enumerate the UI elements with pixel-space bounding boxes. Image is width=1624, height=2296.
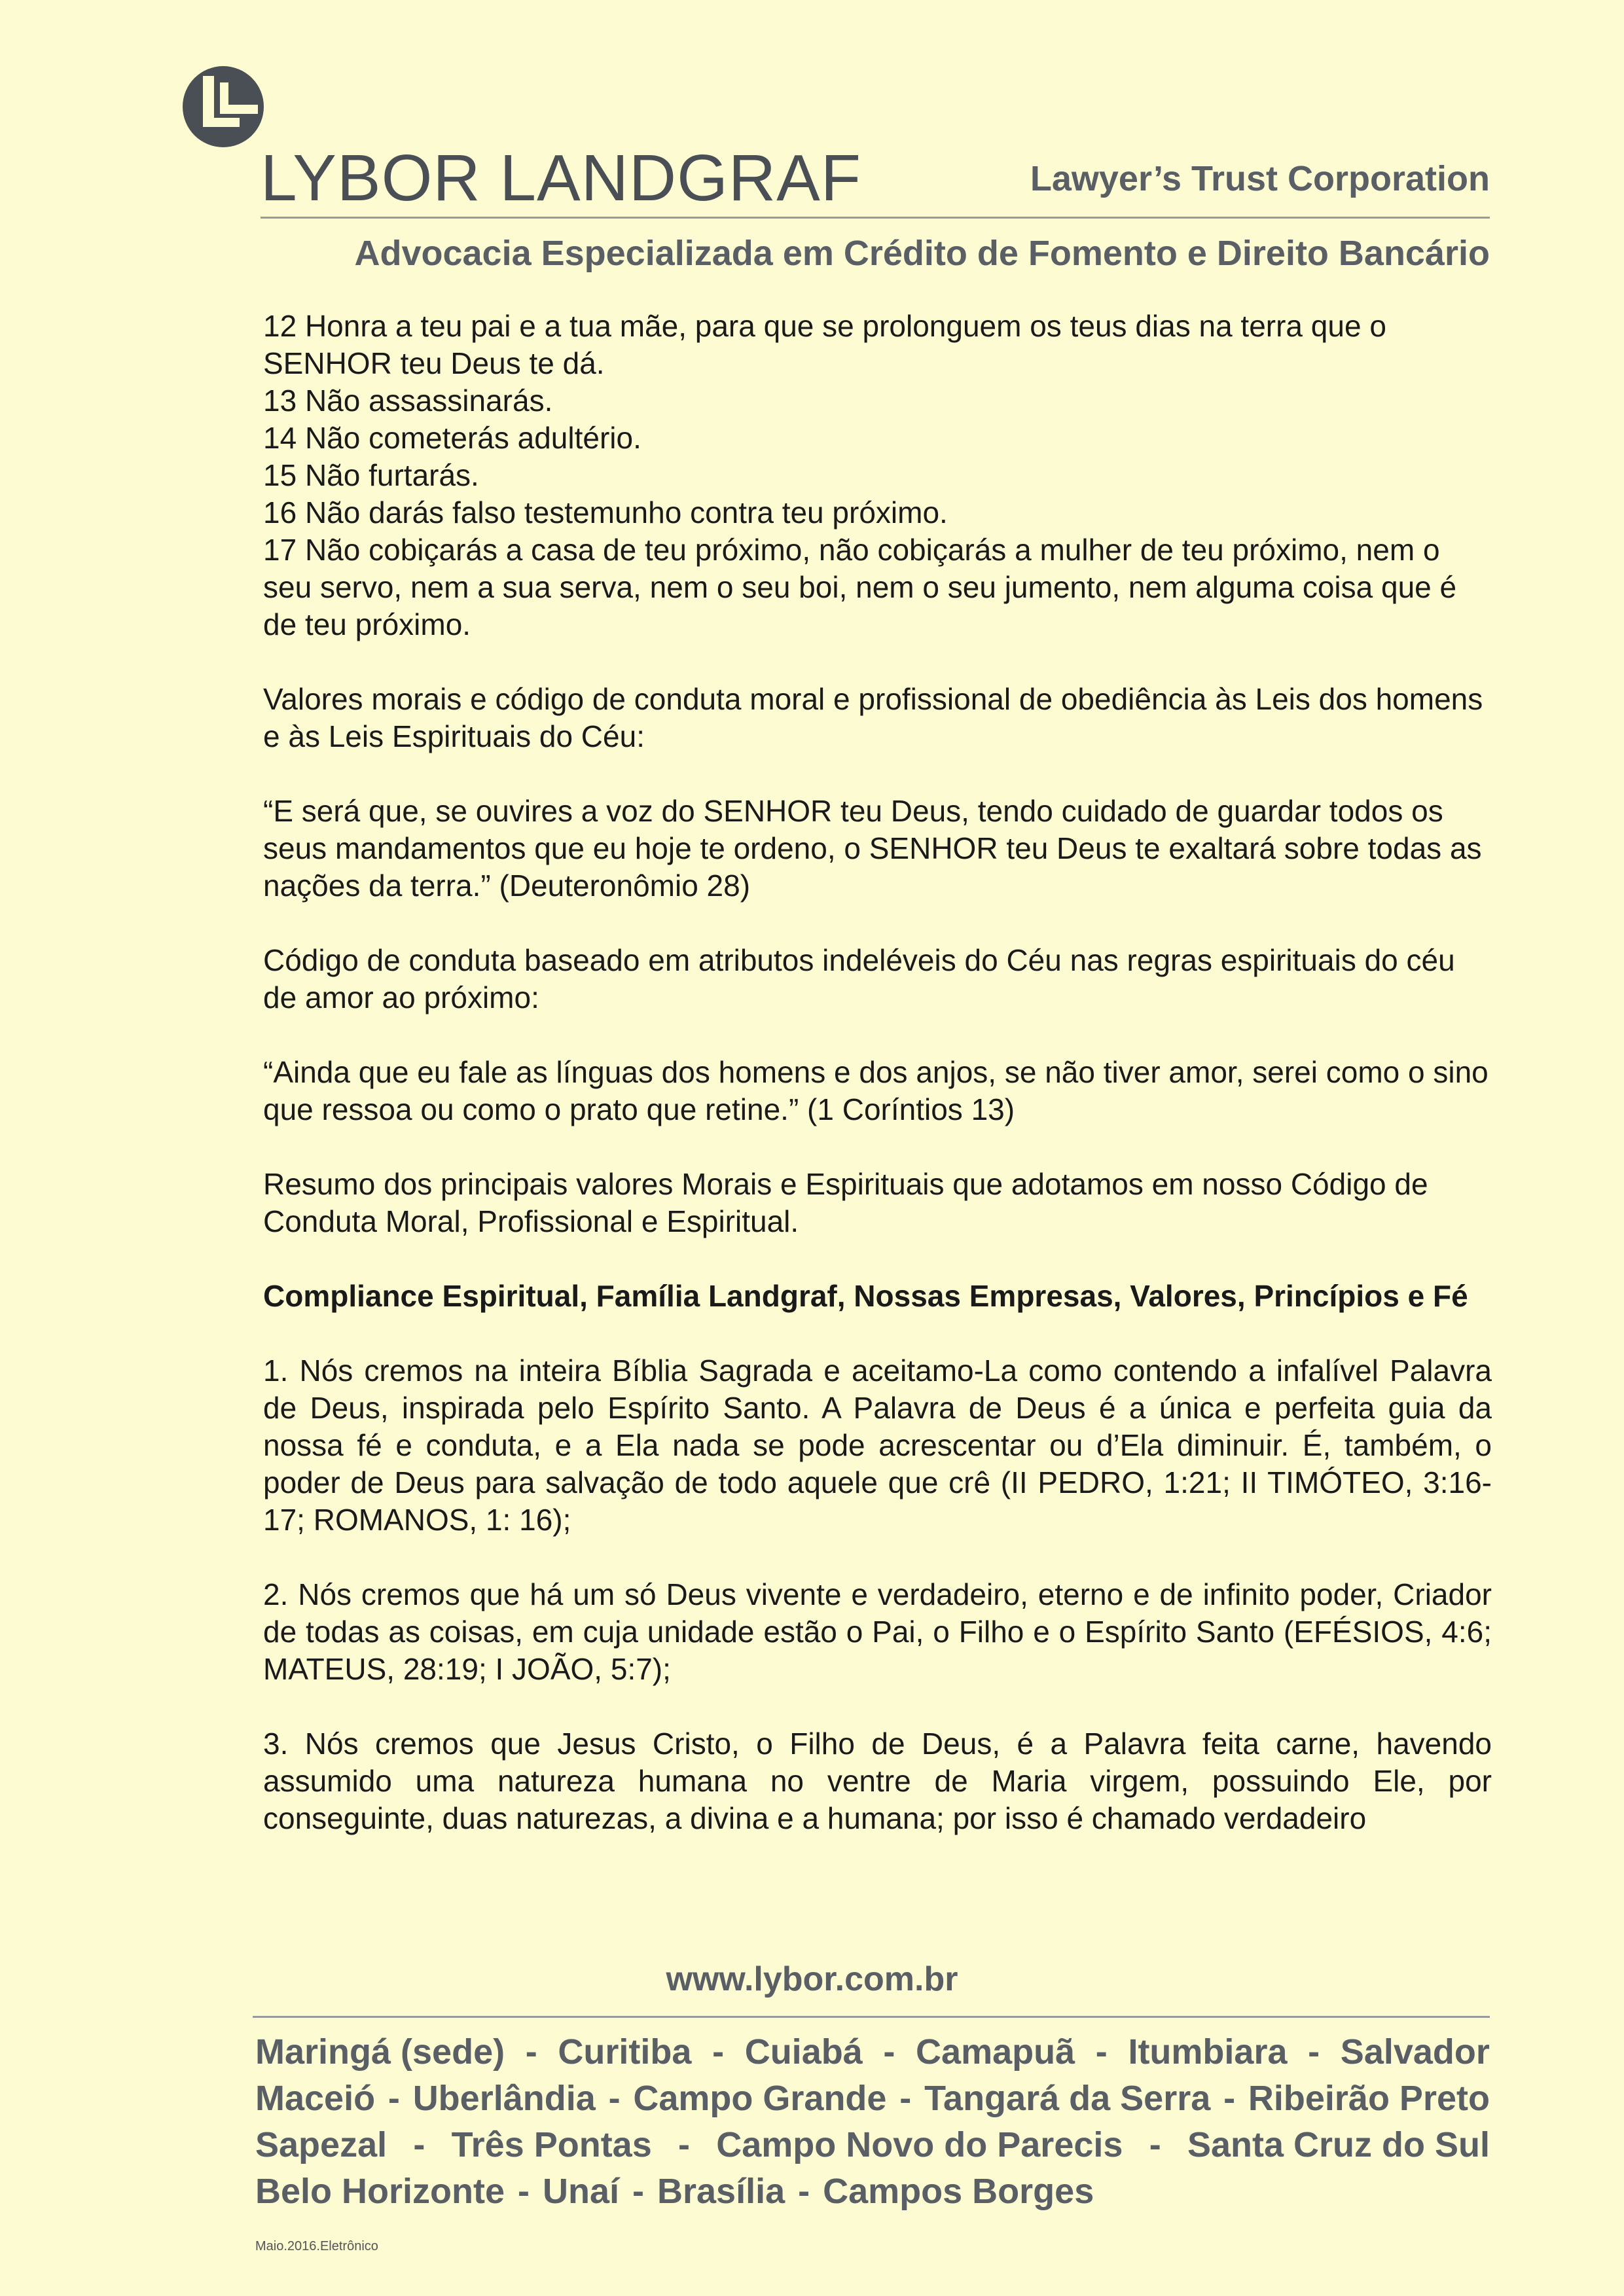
city: Ribeirão Preto — [1248, 2079, 1490, 2118]
separator: - — [798, 2172, 810, 2211]
separator: - — [413, 2125, 425, 2164]
separator: - — [388, 2079, 400, 2118]
code-intro: Código de conduta baseado em atributos indeléveis do Céu nas regras espirituais do céu de amor ao próximo: — [263, 943, 1455, 1014]
separator: - — [1149, 2125, 1161, 2164]
commandment: 15 Não furtarás. — [263, 458, 479, 492]
website-url: www.lybor.com.br — [666, 1960, 958, 1998]
city-line — [255, 2168, 1490, 2215]
corporation-name: Lawyer’s Trust Corporation — [1030, 159, 1490, 198]
city: Cuiabá — [744, 2032, 863, 2072]
section-title: Compliance Espiritual, Família Landgraf, Nossas Empresas, Valores, Princípios e Fé — [263, 1279, 1468, 1313]
city: Belo Horizonte — [255, 2172, 505, 2211]
separator: - — [712, 2032, 725, 2072]
commandment: 13 Não assassinarás. — [263, 384, 553, 418]
city: Tangará da Serra — [924, 2079, 1211, 2118]
city: Curitiba — [558, 2032, 692, 2072]
city: Campo Grande — [633, 2079, 887, 2118]
city: Itumbiara — [1128, 2032, 1288, 2072]
separator: - — [1308, 2032, 1320, 2072]
commandment: 14 Não cometerás adultério. — [263, 421, 641, 455]
separator: - — [608, 2079, 621, 2118]
city-line — [255, 2075, 1490, 2122]
city-line — [255, 2029, 1490, 2075]
city: Brasília — [657, 2172, 785, 2211]
office-cities — [255, 2029, 1490, 2215]
city: Camapuã — [916, 2032, 1075, 2072]
commandment: 17 Não cobiçarás a casa de teu próximo, não cobiçarás a mulher de teu próximo, nem o seu servo, nem a sua serva, nem o seu boi, nem o seu jumento, nem alguma coisa que é de teu próximo. — [263, 533, 1457, 641]
city: Três Pontas — [451, 2125, 652, 2164]
commandment: 12 Honra a teu pai e a tua mãe, para que se prolonguem os teus dias na terra que o SENHOR teu Deus te dá. — [263, 309, 1386, 380]
city: Campos Borges — [823, 2172, 1094, 2211]
separator: - — [1223, 2079, 1236, 2118]
city: Salvador — [1340, 2032, 1490, 2072]
tagline: Advocacia Especializada em Crédito de Fomento e Direito Bancário — [354, 234, 1490, 273]
commandments-block — [263, 308, 1492, 643]
belief-item: 3. Nós cremos que Jesus Cristo, o Filho de Deus, é a Palavra feita carne, havendo assumido uma natureza humana no ventre de Maria virgem, possuindo Ele, por conseguinte, duas naturezas, a divina e a humana; por isso é chamado verdadeiro — [263, 1727, 1492, 1835]
belief-item: 1. Nós cremos na inteira Bíblia Sagrada e aceitamo-La como contendo a infalível Palavra de Deus, inspirada pelo Espírito Santo. A Palavra de Deus é a única e perfeita guia da nossa fé e conduta, e a Ela nada se pode acrescentar ou d’Ela diminuir. É, também, o poder de Deus para salvação de todo aquele que crê (II PEDRO, 1:21; II TIMÓTEO, 3:16-17; ROMANOS, 1: 16); — [263, 1354, 1492, 1537]
quote-corinthians: “Ainda que eu fale as línguas dos homens e dos anjos, se não tiver amor, serei como o sino que ressoa ou como o prato que retine.” (1 Coríntios 13) — [263, 1055, 1489, 1126]
separator: - — [632, 2172, 645, 2211]
city: Campo Novo do Parecis — [716, 2125, 1123, 2164]
separator: - — [883, 2032, 895, 2072]
footer-divider — [253, 2016, 1490, 2018]
separator: - — [525, 2032, 537, 2072]
separator: - — [678, 2125, 690, 2164]
city-line — [255, 2122, 1490, 2168]
city: Sapezal — [255, 2125, 388, 2164]
city: Unaí — [543, 2172, 620, 2211]
document-body — [263, 308, 1492, 1837]
city: Uberlândia — [412, 2079, 596, 2118]
quote-deuteronomy: “E será que, se ouvires a voz do SENHOR teu Deus, tendo cuidado de guardar todos os seus mandamentos que eu hoje te ordeno, o SENHOR teu Deus te exaltará sobre todas as nações da terra.” (Deuteronômio 28) — [263, 794, 1482, 903]
city: Santa Cruz do Sul — [1187, 2125, 1490, 2164]
edition-label: Maio.2016.Eletrônico — [255, 2239, 378, 2253]
separator: - — [899, 2079, 912, 2118]
commandment: 16 Não darás falso testemunho contra teu próximo. — [263, 495, 948, 529]
separator: - — [518, 2172, 530, 2211]
city: Maceió — [255, 2079, 376, 2118]
summary-paragraph: Resumo dos principais valores Morais e Espirituais que adotamos em nosso Código de Conduta Moral, Profissional e Espiritual. — [263, 1167, 1428, 1238]
brand-name: LYBOR LANDGRAF — [261, 141, 861, 215]
belief-item: 2. Nós cremos que há um só Deus vivente e verdadeiro, eterno e de infinito poder, Criador de todas as coisas, em cuja unidade estão o Pai, o Filho e o Espírito Santo (EFÉSIOS, 4:6; MATEUS, 28:19; I JOÃO, 5:7); — [263, 1577, 1492, 1686]
city: Maringá (sede) — [255, 2032, 505, 2072]
values-intro: Valores morais e código de conduta moral e profissional de obediência às Leis dos homens e às Leis Espirituais do Céu: — [263, 682, 1483, 753]
separator: - — [1095, 2032, 1108, 2072]
ll-monogram-icon — [181, 64, 266, 149]
header-divider — [261, 217, 1490, 219]
